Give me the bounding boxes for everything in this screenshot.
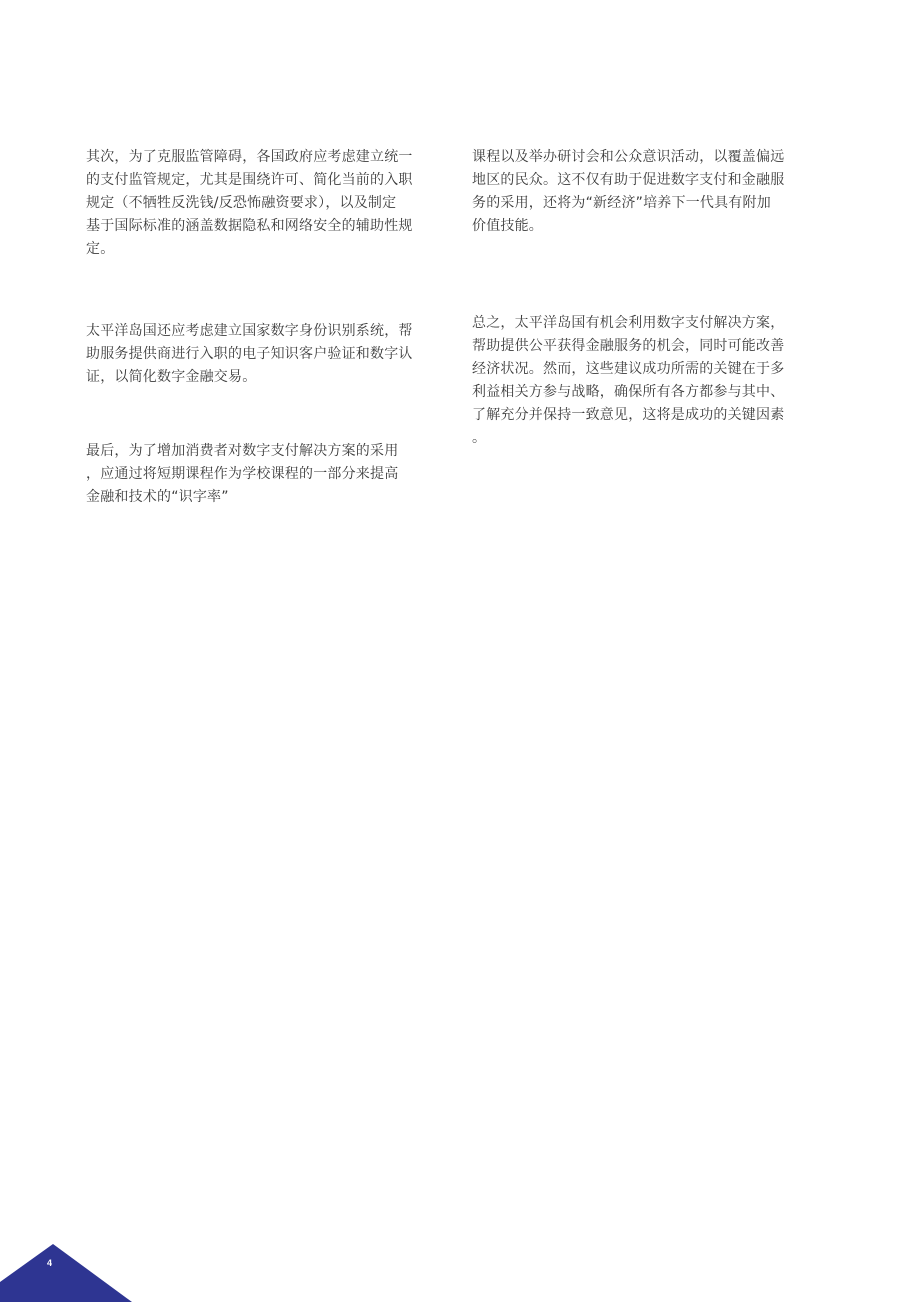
text-line: 课程以及举办研讨会和公众意识活动，以覆盖偏远	[472, 149, 785, 165]
text-line: 证，以简化数字金融交易。	[86, 369, 257, 385]
text-line: 太平洋岛国还应考虑建立国家数字身份识别系统，帮	[86, 323, 413, 339]
text-line: 的支付监管规定，尤其是围绕许可、简化当前的入职	[86, 172, 413, 188]
text-line: 经济状况。然而，这些建议成功所需的关键在于多	[472, 361, 785, 377]
paragraph-conclusion	[472, 312, 817, 450]
text-line: 最后，为了增加消费者对数字支付解决方案的采用	[86, 443, 399, 459]
text-line: 地区的民众。这不仅有助于促进数字支付和金融服	[472, 172, 785, 188]
text-line: 务的采用，还将为“新经济”培养下一代具有附加	[472, 195, 771, 211]
page-number: 4	[47, 1258, 53, 1268]
text-line: 。	[472, 430, 487, 446]
text-line: 基于国际标准的涵盖数据隐私和网络安全的辅助性规	[86, 218, 413, 234]
text-line: 帮助提供公平获得金融服务的机会，同时可能改善	[472, 338, 785, 354]
text-line: 规定（不牺牲反洗钱/反恐怖融资要求），以及制定	[86, 195, 397, 211]
paragraph-consumer-adoption	[86, 440, 446, 509]
corner-triangle	[0, 1244, 132, 1302]
text-line: 了解充分并保持一致意见，这将是成功的关键因素	[472, 407, 785, 423]
text-line: 其次，为了克服监管障碍，各国政府应考虑建立统一	[86, 149, 413, 165]
paragraph-courses-continued	[472, 146, 817, 238]
paragraph-digital-identity	[86, 320, 446, 389]
text-line: 总之，太平洋岛国有机会利用数字支付解决方案，	[472, 315, 785, 331]
text-line: 金融和技术的“识字率”	[86, 489, 229, 505]
corner-decoration	[0, 1244, 132, 1302]
text-line: 定。	[86, 241, 115, 257]
text-line: 价值技能。	[472, 218, 543, 234]
paragraph-regulatory-barriers	[86, 146, 446, 261]
text-line: 利益相关方参与战略，确保所有各方都参与其中、	[472, 384, 785, 400]
text-line: ，应通过将短期课程作为学校课程的一部分来提高	[86, 466, 399, 482]
text-line: 助服务提供商进行入职的电子知识客户验证和数字认	[86, 346, 413, 362]
